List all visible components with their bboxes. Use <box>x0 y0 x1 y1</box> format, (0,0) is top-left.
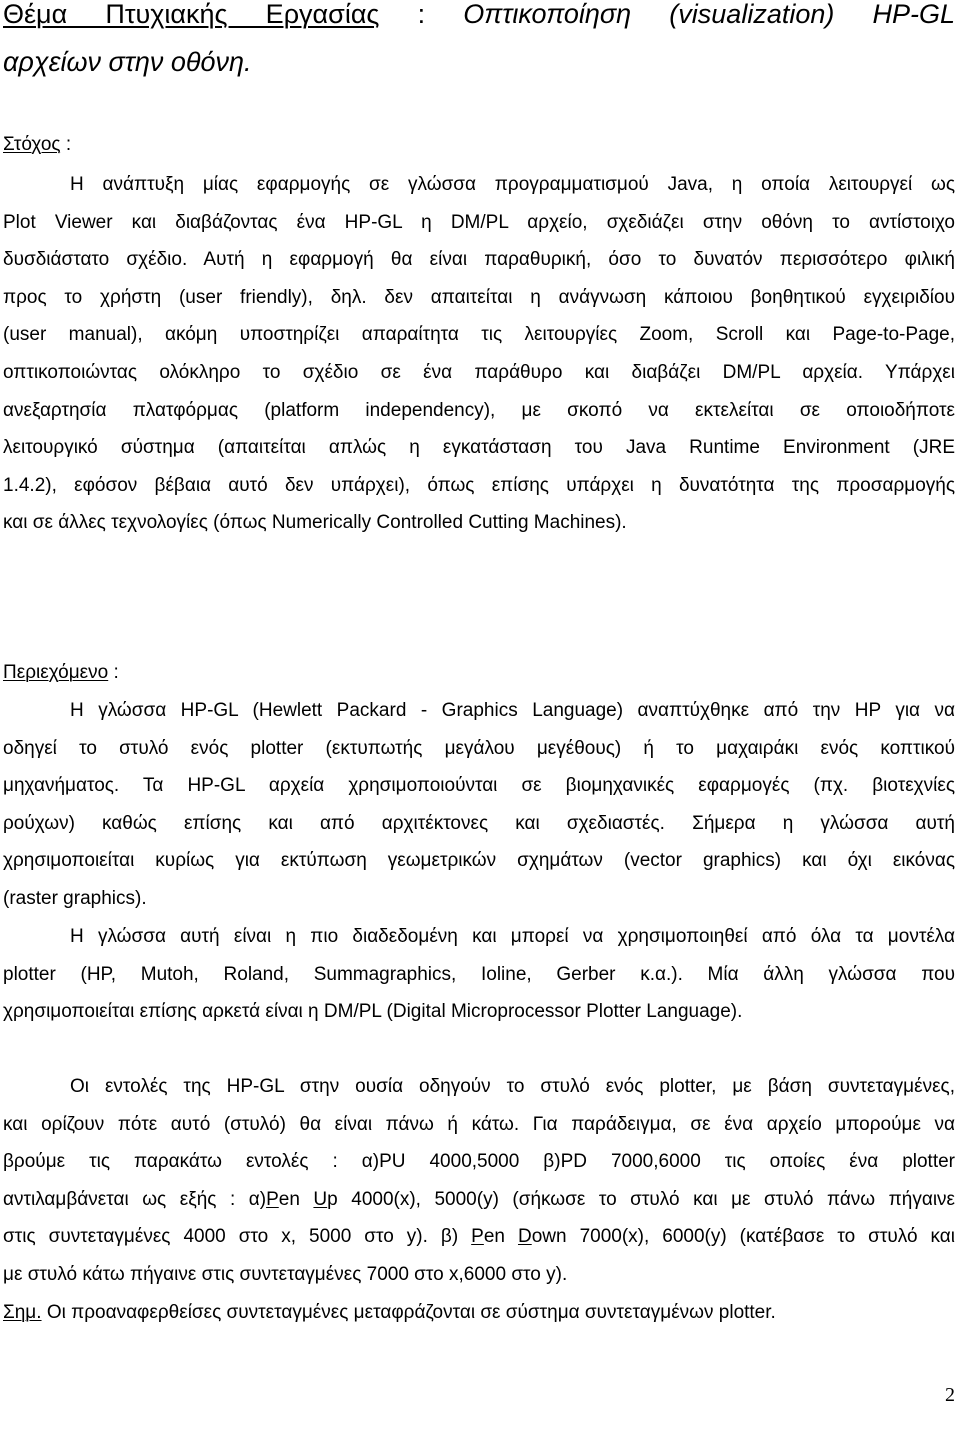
text-line <box>3 467 955 505</box>
text-run: : <box>379 0 464 29</box>
text-line <box>3 730 955 768</box>
content-paragraph-1 <box>3 692 955 918</box>
text-line <box>3 993 955 1031</box>
italic-text: Οπτικοποίηση (visualization) HP-GL <box>463 0 955 29</box>
text-line <box>3 166 955 204</box>
text-line <box>3 504 955 542</box>
commands-paragraph <box>3 1068 955 1294</box>
text-line <box>3 126 955 164</box>
underlined-text: U <box>313 1188 328 1210</box>
underlined-text: Στόχος <box>3 134 61 155</box>
text-run: : <box>60 134 72 155</box>
title-block <box>3 0 955 86</box>
note <box>3 1294 955 1332</box>
underlined-text: D <box>517 1226 532 1248</box>
text-run: ανεξαρτησία πλατφόρμας (platform independency), με σκοπό να εκτελείται σε οποιοδήποτε <box>3 399 955 421</box>
underlined-text: Περιεχόμενο <box>3 662 109 683</box>
text-line <box>3 392 955 430</box>
text-run: Plot Viewer και διαβάζοντας ένα HP-GL η DM/PL αρχείο, σχεδιάζει στην οθόνη το αντίστοιχο <box>3 211 955 233</box>
text-line <box>3 204 955 242</box>
underlined-text: Σημ. <box>3 1302 42 1323</box>
text-run: δυσδιάστατο σχέδιο. Αυτή η εφαρμογή θα είναι παραθυρική, όσο το δυνατόν περισσότερο φιλική <box>3 249 955 271</box>
text-line <box>3 1181 955 1219</box>
text-run: : <box>108 662 119 683</box>
text-line <box>3 767 955 805</box>
text-run: en <box>483 1226 518 1248</box>
text-line <box>3 1218 955 1256</box>
text-line <box>3 1106 955 1144</box>
underlined-text: P <box>266 1188 279 1210</box>
text-line <box>3 429 955 467</box>
text-run: βρούμε τις παρακάτω εντολές : α)PU 4000,5000 β)PD 7000,6000 τις οποίες ένα plotter <box>3 1151 955 1173</box>
text-run: και σε άλλες τεχνολογίες (όπως Numerically Controlled Cutting Machines). <box>3 512 627 534</box>
text-line <box>3 692 955 730</box>
text-run: ρούχων) καθώς επίσης και από αρχιτέκτονες και σχεδιαστές. Σήμερα η γλώσσα αυτή <box>3 812 955 834</box>
text-line <box>3 654 955 692</box>
text-run: (user manual), ακόμη υποστηρίζει απαραίτητα τις λειτουργίες Zoom, Scroll και Page-to-Page, <box>3 324 955 346</box>
text-line <box>3 354 955 392</box>
text-run: en <box>278 1188 314 1210</box>
text-line <box>3 1294 955 1332</box>
text-line <box>3 0 955 38</box>
text-run: Η γλώσσα HP-GL (Hewlett Packard - Graphics Language) αναπτύχθηκε από την HP για να <box>70 700 955 721</box>
text-run: προς το χρήστη (user friendly), δηλ. δεν απαιτείται η ανάγνωση κάποιου βοηθητικού εγχειριδίου <box>3 286 955 308</box>
text-run: Οι εντολές της HP-GL στην ουσία οδηγούν το στυλό ενός plotter, με βάση συντεταγμένες, <box>70 1076 955 1097</box>
text-line <box>3 279 955 317</box>
text-run: χρησιμοποιείται κυρίως για εκτύπωση γεωμετρικών σχημάτων (vector graphics) και όχι εικόνας <box>3 850 955 872</box>
text-run: p 4000(x), 5000(y) (σήκωσε το στυλό και με στυλό πάνω πήγαινε <box>327 1188 955 1210</box>
page-number: 2 <box>945 1384 955 1406</box>
text-line <box>3 241 955 279</box>
text-line <box>3 805 955 843</box>
underlined-text: Θέμα Πτυχιακής Εργασίας <box>3 0 380 29</box>
goal-heading <box>3 126 955 164</box>
text-run: στις συντεταγμένες 4000 στο x, 5000 στο y). β) <box>3 1226 472 1248</box>
goal-paragraph <box>3 166 955 542</box>
italic-text: αρχείων στην οθόνη. <box>3 47 252 77</box>
text-run: αντιλαμβάνεται ως εξής : α) <box>3 1188 267 1210</box>
text-line <box>3 918 955 956</box>
text-line <box>3 316 955 354</box>
text-run: οπτικοποιώντας ολόκληρο το σχέδιο σε ένα παράθυρο και διαβάζει DM/PL αρχεία. Υπάρχει <box>3 361 955 383</box>
text-line <box>3 880 955 918</box>
text-run: οδηγεί το στυλό ενός plotter (εκτυπωτής μεγάλου μεγέθους) ή το μαχαιράκι ενός κοπτικού <box>3 737 955 759</box>
text-line <box>3 842 955 880</box>
text-run: με στυλό κάτω πήγαινε στις συντεταγμένες 7000 στο x,6000 στο y). <box>3 1263 568 1285</box>
content-heading <box>3 654 955 692</box>
text-run: own 7000(x), 6000(y) (κατέβασε το στυλό και <box>531 1226 955 1248</box>
text-run: χρησιμοποιείται επίσης αρκετά είναι η DM/PL (Digital Microprocessor Plotter Language). <box>3 1001 743 1023</box>
text-line <box>3 956 955 994</box>
content-paragraph-2 <box>3 918 955 1031</box>
text-line <box>3 1143 955 1181</box>
text-run: Η ανάπτυξη μίας εφαρμογής σε γλώσσα προγραμματισμού Java, η οποία λειτουργεί ως <box>70 174 955 195</box>
text-run: Οι προαναφερθείσες συντεταγμένες μεταφράζονται σε σύστημα συντεταγμένων plotter. <box>41 1302 776 1323</box>
text-run: μηχανήματος. Τα HP-GL αρχεία χρησιμοποιούνται σε βιομηχανικές εφαρμογές (πχ. βιοτεχνίες <box>3 775 955 797</box>
text-run: και ορίζουν πότε αυτό (στυλό) θα είναι πάνω ή κάτω. Για παράδειγμα, σε ένα αρχείο μπορούμε να <box>3 1113 955 1135</box>
text-run: (raster graphics). <box>3 887 147 909</box>
text-run: Η γλώσσα αυτή είναι η πιο διαδεδομένη και μπορεί να χρησιμοποιηθεί από όλα τα μοντέλα <box>70 926 955 947</box>
text-run: plotter (HP, Mutoh, Roland, Summagraphics, Ioline, Gerber κ.α.). Μία άλλη γλώσσα που <box>3 963 955 985</box>
text-run: λειτουργικό σύστημα (απαιτείται απλώς η εγκατάσταση του Java Runtime Environment (JRE <box>3 437 955 459</box>
text-run: 1.4.2), εφόσον βέβαια αυτό δεν υπάρχει), όπως επίσης υπάρχει η δυνατότητα της προσαρμογής <box>3 474 955 496</box>
text-line <box>3 1256 955 1294</box>
text-line <box>3 1068 955 1106</box>
text-line <box>3 38 955 86</box>
underlined-text: P <box>471 1226 484 1248</box>
